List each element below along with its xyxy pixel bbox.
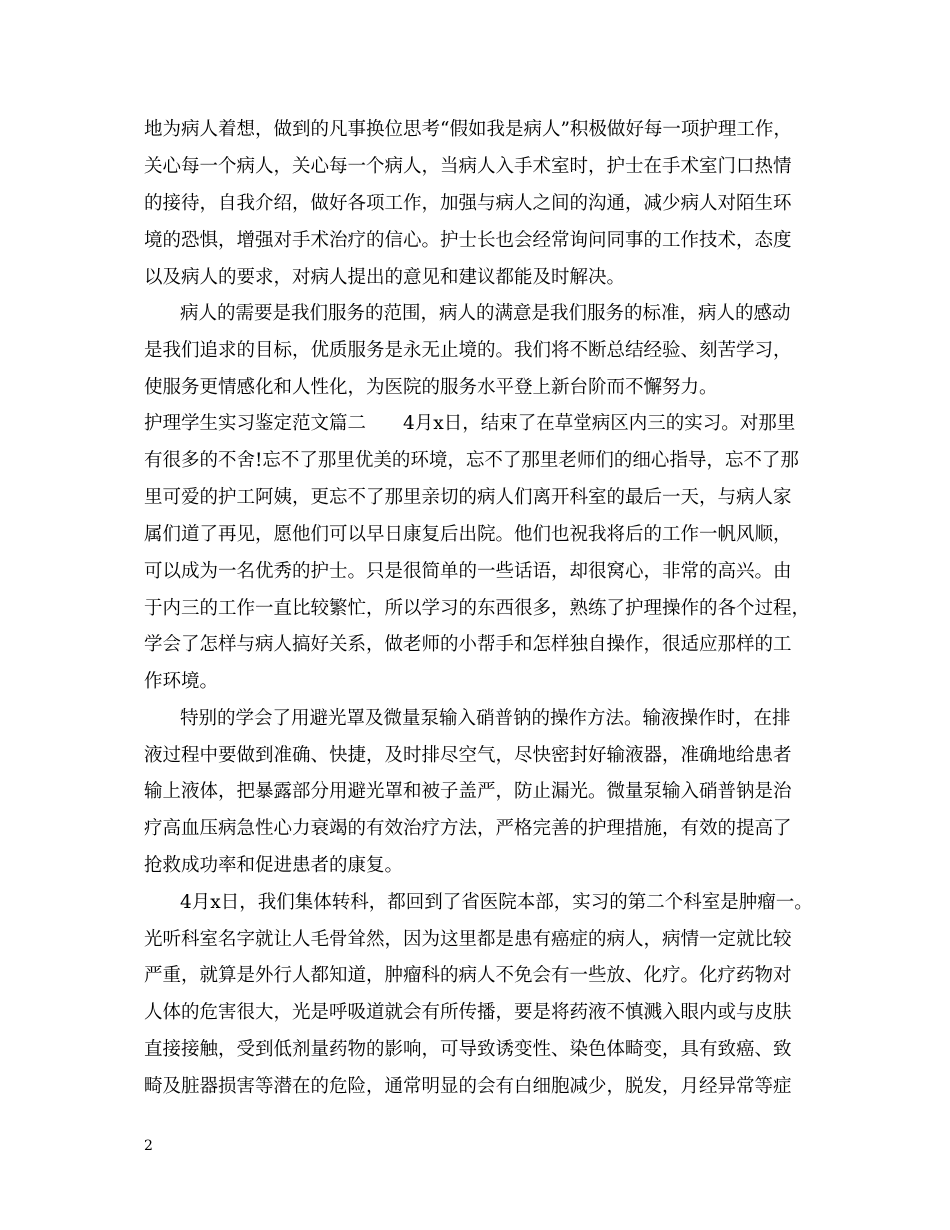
text-line: 使服务更情感化和人性化，为医院的服务水平登上新台阶而不懈努力。 bbox=[144, 377, 718, 398]
text-line: 病人的需要是我们服务的范围，病人的满意是我们服务的标准，病人的感动 bbox=[180, 303, 791, 324]
text-line: 特别的学会了用避光罩及微量泵输入硝普钠的操作方法。输液操作时，在排 bbox=[180, 708, 791, 729]
text-line: 液过程中要做到准确、快捷，及时排尽空气，尽快密封好输液器，准确地给患者 bbox=[144, 745, 792, 766]
text-line: 严重，就算是外行人都知道，肿瘤科的病人不免会有一些放、化疗。化疗药物对 bbox=[144, 965, 792, 986]
text-line: 学会了怎样与病人搞好关系，做老师的小帮手和怎样独自操作，很适应那样的工 bbox=[144, 634, 792, 655]
text-line: 作环境。 bbox=[144, 671, 219, 692]
text-line: 光听科室名字就让人毛骨耸然，因为这里都是患有癌症的病人，病情一定就比较 bbox=[144, 929, 792, 950]
text-line: 输上液体，把暴露部分用避光罩和被子盖严，防止漏光。微量泵输入硝普钠是治 bbox=[144, 781, 792, 802]
text-line: 境的恐惧，增强对手术治疗的信心。护士长也会经常询问同事的工作技术，态度 bbox=[144, 230, 792, 251]
text-line: 的接待，自我介绍，做好各项工作，加强与病人之间的沟通，减少病人对陌生环 bbox=[144, 193, 792, 214]
text-line: 地为病人着想，做到的凡事换位思考“假如我是病人”积极做好每一项护理工作， bbox=[144, 119, 792, 140]
text-line: 属们道了再见，愿他们可以早日康复后出院。他们也祝我将后的工作一帆风顺， bbox=[144, 524, 792, 545]
text-line: 里可爱的护工阿姨，更忘不了那里亲切的病人们离开科室的最后一天，与病人家 bbox=[144, 487, 792, 508]
text-line: 有很多的不舍!忘不了那里优美的环境，忘不了那里老师们的细心指导，忘不了那 bbox=[144, 450, 799, 471]
text-line: 以及病人的要求，对病人提出的意见和建议都能及时解决。 bbox=[144, 267, 626, 288]
text-line: 可以成为一名优秀的护士。只是很简单的一些话语，却很窝心，非常的高兴。由 bbox=[144, 561, 792, 582]
text-line: 人体的危害很大，光是呼吸道就会有所传播，要是将药液不慎溅入眼内或与皮肤 bbox=[144, 1002, 792, 1023]
text-line: 直接接触，受到低剂量药物的影响，可导致诱变性、染色体畸变，具有致癌、致 bbox=[144, 1039, 792, 1060]
text-line: 抢救成功率和促进患者的康复。 bbox=[144, 855, 404, 876]
section-heading-line: 护理学生实习鉴定范文篇二 4月x日，结束了在草堂病区内三的实习。对那里 bbox=[144, 413, 796, 434]
text-line: 关心每一个病人，关心每一个病人，当病人入手术室时，护士在手术室门口热情 bbox=[144, 156, 792, 177]
text-line: 4月x日，我们集体转科，都回到了省医院本部，实习的第二个科室是肿瘤一。 bbox=[180, 892, 813, 913]
text-line: 畸及脏器损害等潜在的危险，通常明显的会有白细胞减少，脱发，月经异常等症 bbox=[144, 1076, 792, 1097]
text-line: 疗高血压病急性心力衰竭的有效治疗方法，严格完善的护理措施，有效的提高了 bbox=[144, 818, 792, 839]
text-line: 是我们追求的目标，优质服务是永无止境的。我们将不断总结经验、刻苦学习， bbox=[144, 340, 792, 361]
text-line: 于内三的工作一直比较繁忙，所以学习的东西很多，熟练了护理操作的各个过程， bbox=[144, 598, 811, 619]
page-number: 2 bbox=[144, 1138, 153, 1154]
